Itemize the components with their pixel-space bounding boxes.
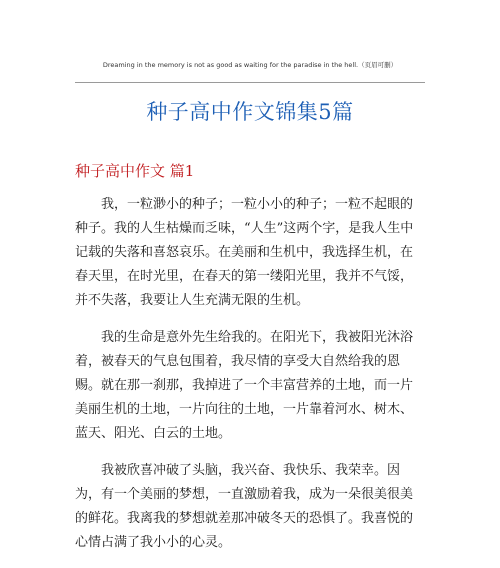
section-heading: 种子高中作文 篇1 [75,162,195,180]
paragraph-3: 我被欣喜冲破了头脑，我兴奋、我快乐、我荣幸。因为，有一个美丽的梦想，一直激励着我，成为一朵很美很美的鲜花。我离我的梦想就差那冲破冬天的恐惧了。我喜悦的心情占满了我小小的心灵。 [75,463,414,550]
body-text [75,193,425,568]
header-divider [75,82,425,83]
page-header: Dreaming in the memory is not as good as waiting for the paradise in the hell.（页眉可删） [102,61,398,69]
paragraph-2: 我的生命是意外先生给我的。在阳光下，我被阳光沐浴着，被春天的气息包围着，我尽情的享受大自然给我的恩赐。就在那一刹那，我掉进了一个丰富营养的土地，而一片美丽生机的土地，一片向往的土地，一片靠着河水、树木、蓝天、阳光、白云的土地。 [75,330,414,441]
paragraph-1: 我，一粒渺小的种子；一粒小小的种子；一粒不起眼的种子。我的人生枯燥而乏味，“人生”这两个字，是我人生中记载的失落和喜怒哀乐。在美丽和生机中，我选择生机，在春天里，在时光里，在春天的第一缕阳光里，我并不气馁，并不失落，我要让人生充满无限的生机。 [75,197,414,308]
document-title: 种子高中作文锦集5篇 [146,100,354,124]
